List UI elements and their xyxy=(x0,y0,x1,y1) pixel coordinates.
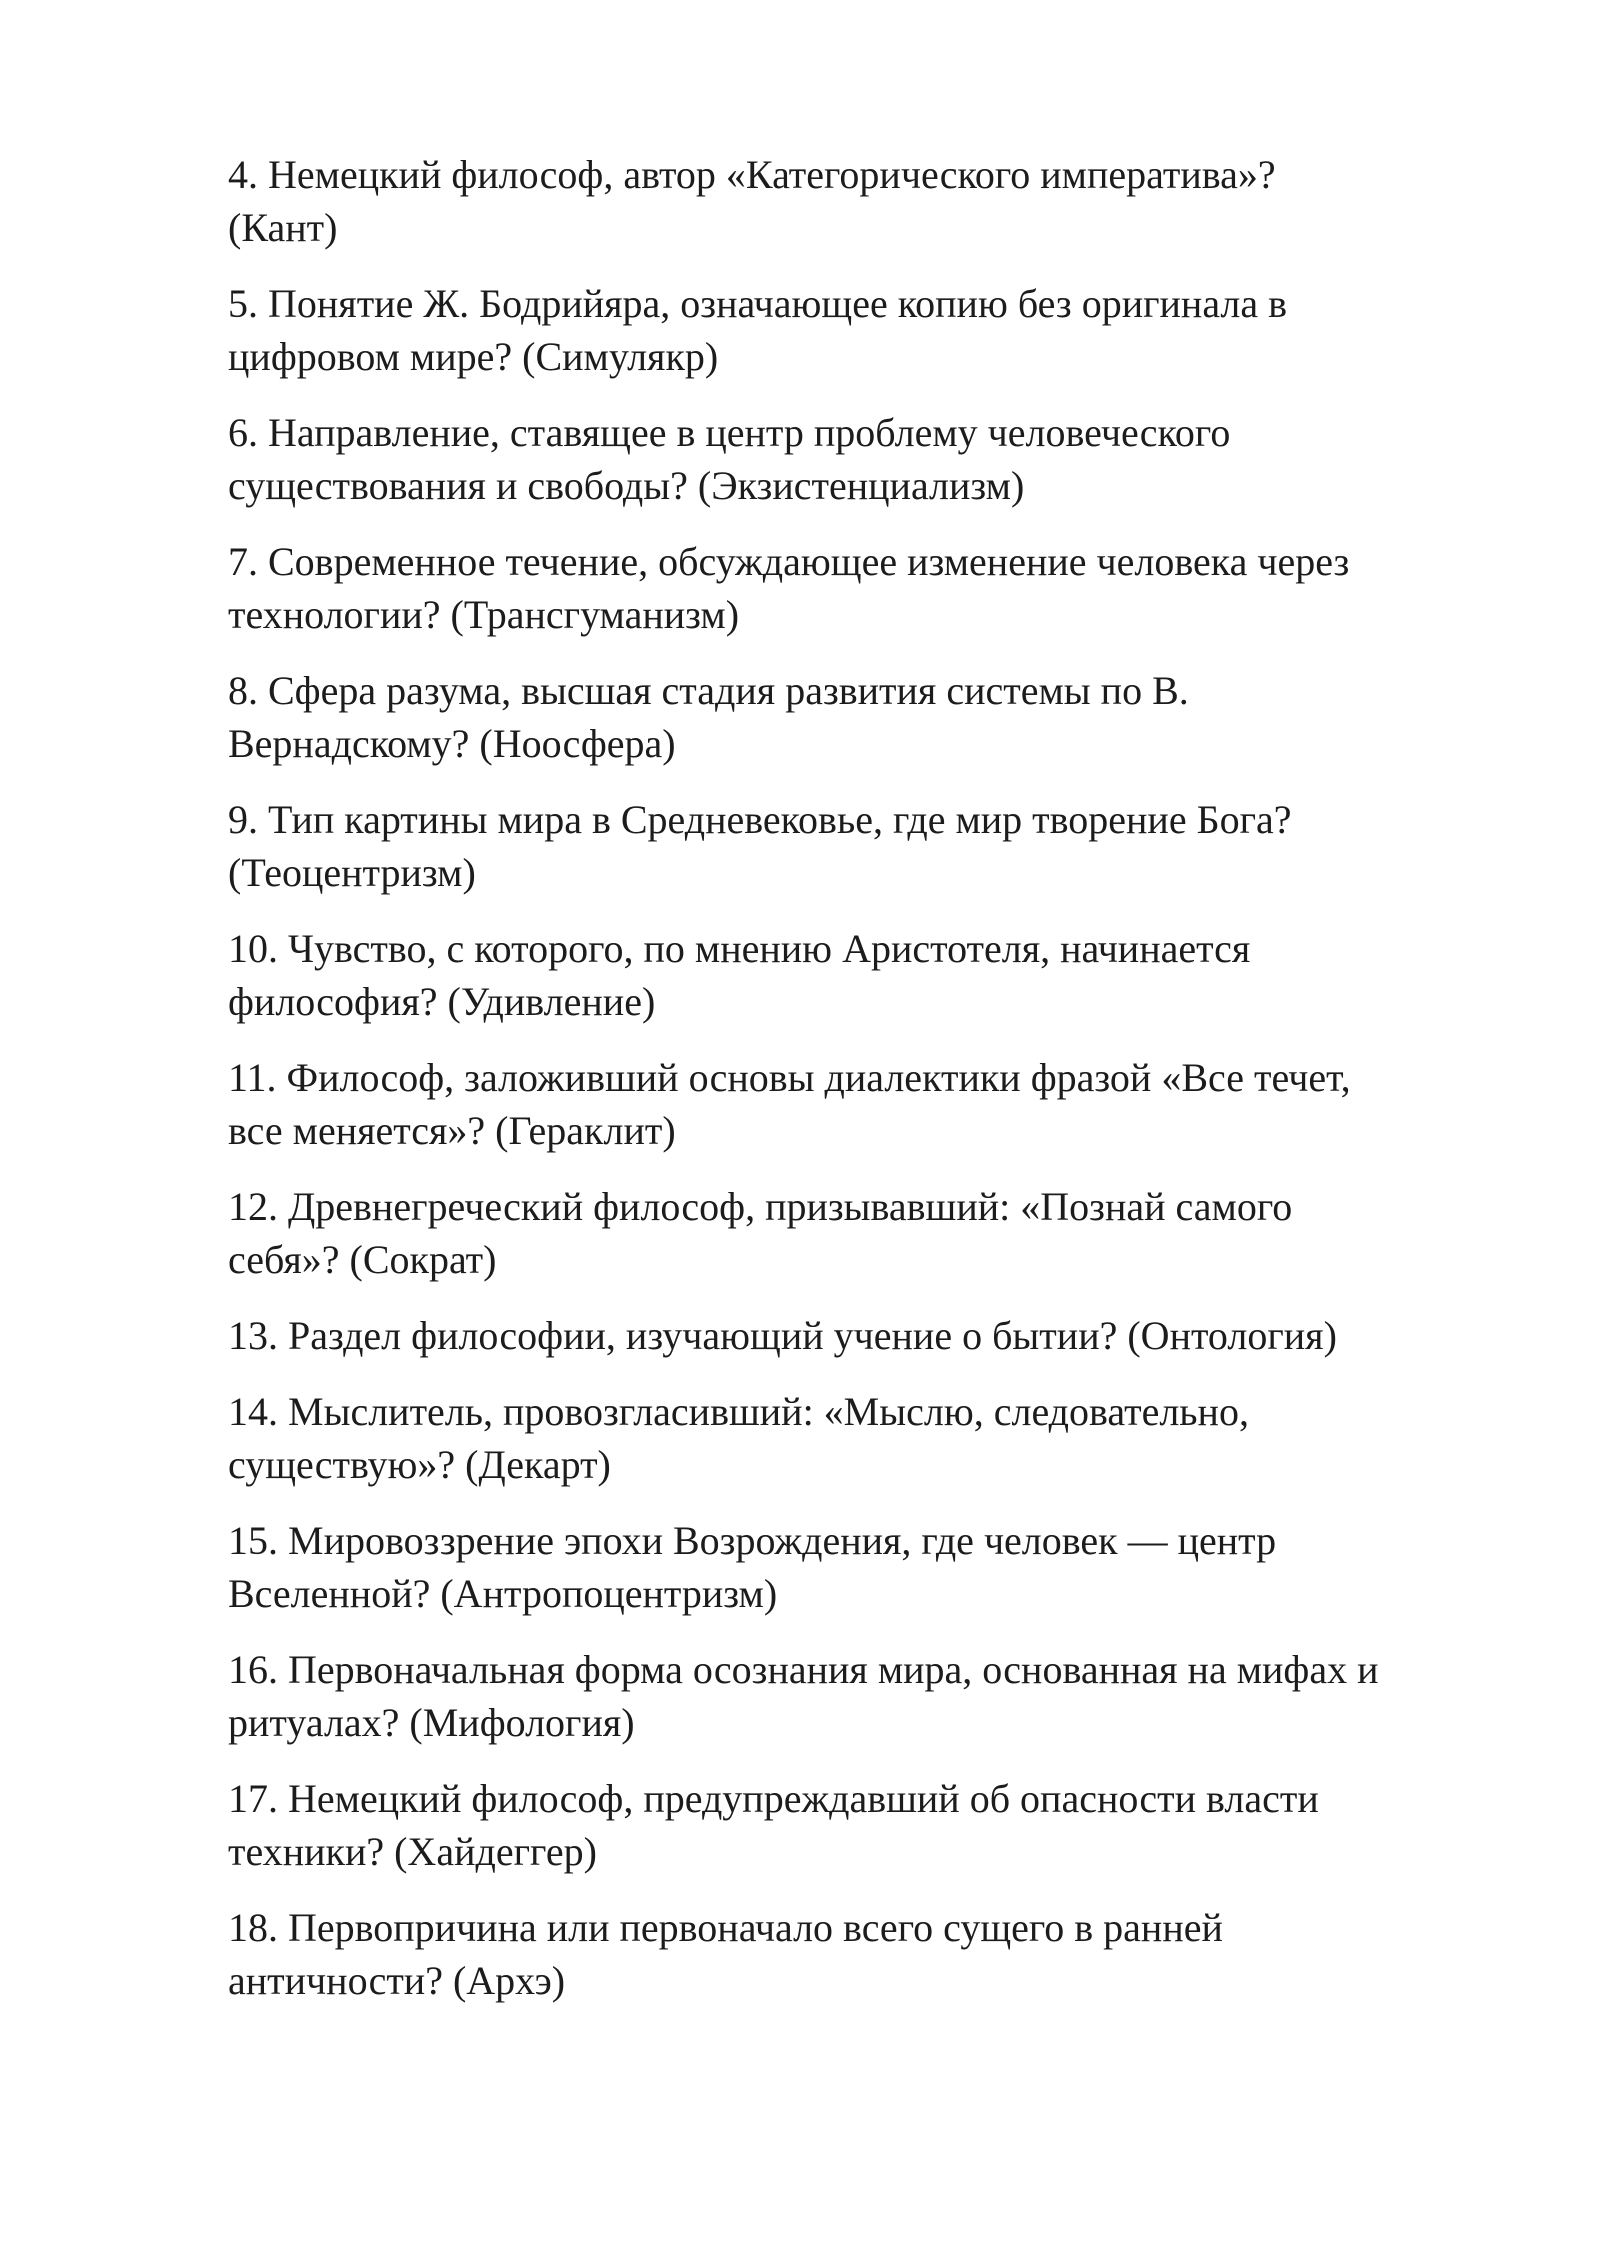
list-item: 4. Немецкий философ, автор «Категорического императива»? (Кант) xyxy=(228,152,1276,250)
question-list xyxy=(228,148,1490,2030)
list-item: 14. Мыслитель, провозгласивший: «Мыслю, следовательно, существую»? (Декарт) xyxy=(228,1389,1249,1487)
list-item: 16. Первоначальная форма осознания мира, основанная на мифах и ритуалах? (Мифология) xyxy=(228,1647,1379,1745)
list-item: 15. Мировоззрение эпохи Возрождения, где человек — центр Вселенной? (Антропоцентризм) xyxy=(228,1518,1277,1616)
list-item: 10. Чувство, с которого, по мнению Аристотеля, начинается философия? (Удивление) xyxy=(228,926,1251,1024)
list-item: 13. Раздел философии, изучающий учение о бытии? (Онтология) xyxy=(228,1313,1337,1358)
list-item: 11. Философ, заложивший основы диалектики фразой «Все течет, все меняется»? (Гераклит) xyxy=(228,1055,1351,1153)
list-item: 7. Современное течение, обсуждающее изменение человека через технологии? (Трансгуманизм) xyxy=(228,539,1350,637)
list-item: 18. Первопричина или первоначало всего сущего в ранней античности? (Архэ) xyxy=(228,1905,1223,2003)
list-item: 17. Немецкий философ, предупреждавший об опасности власти техники? (Хайдеггер) xyxy=(228,1776,1319,1874)
list-item: 12. Древнегреческий философ, призывавший: «Познай самого себя»? (Сократ) xyxy=(228,1184,1293,1282)
list-item: 9. Тип картины мира в Средневековье, где мир творение Бога? (Теоцентризм) xyxy=(228,797,1292,895)
list-item: 5. Понятие Ж. Бодрийяра, означающее копию без оригинала в цифровом мире? (Симулякр) xyxy=(228,281,1288,379)
list-item: 8. Сфера разума, высшая стадия развития системы по В. Вернадскому? (Ноосфера) xyxy=(228,668,1189,766)
list-item: 6. Направление, ставящее в центр проблему человеческого существования и свободы? (Экзистенциализм) xyxy=(228,410,1231,508)
